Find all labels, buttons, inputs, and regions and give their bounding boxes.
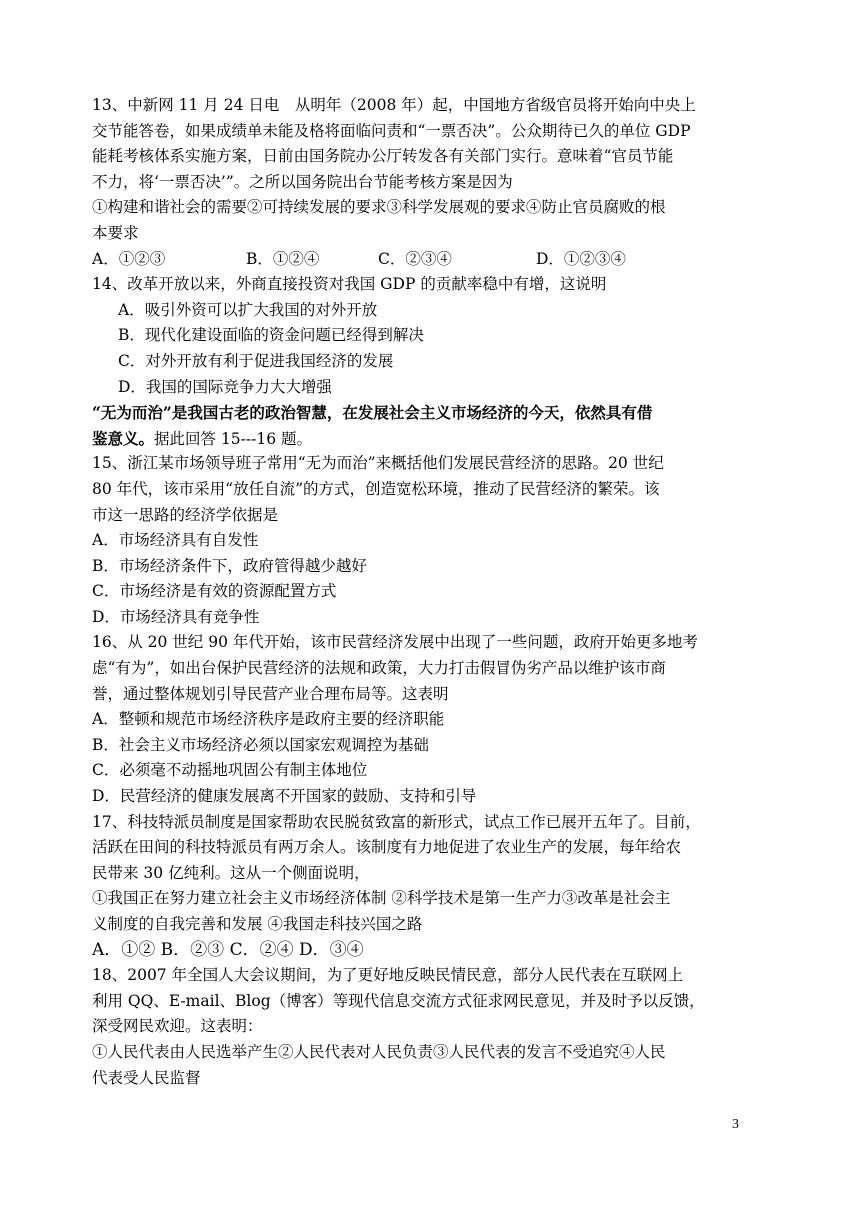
q13-choice-d: D．①②③④ bbox=[536, 249, 626, 268]
q18-line: 深受网民欢迎。这表明： bbox=[92, 1017, 263, 1036]
q13-line: 本要求 bbox=[92, 223, 139, 242]
q16-line: 16、从 20 世纪 90 年代开始，该市民营经济发展中出现了一些问题，政府开始更多地考 bbox=[92, 633, 698, 652]
intro-15-16 bbox=[92, 400, 772, 451]
intro-bold-line: “无为而治”是我国古老的政治智慧，在发展社会主义市场经济的今天，依然具有借 bbox=[92, 403, 653, 423]
q17-choices: A．①② B．②③ C．②④ D．③④ bbox=[92, 939, 364, 960]
q17-line: 17、科技特派员制度是国家帮助农民脱贫致富的新形式，试点工作已展开五年了。目前， bbox=[92, 812, 701, 831]
intro-bold-tail: 鉴意义。 bbox=[92, 428, 155, 448]
q13-line: 13、中新网 11 月 24 日电 从明年（2008 年）起，中国地方省级官员将开始向中央上 bbox=[92, 96, 696, 114]
q15-option-d: D．市场经济具有竞争性 bbox=[92, 607, 260, 626]
question-18 bbox=[92, 963, 772, 1091]
q17-line: 义制度的自我完善和发展 ④我国走科技兴国之路 bbox=[92, 915, 423, 933]
q14-stem: 14、改革开放以来，外商直接投资对我国 GDP 的贡献率稳中有增，这说明 bbox=[92, 275, 607, 294]
q13-line: 能耗考核体系实施方案，日前由国务院办公厅转发各有关部门实行。意味着“官员节能 bbox=[92, 147, 674, 166]
page-number: 3 bbox=[732, 1117, 739, 1132]
q16-option-d: D．民营经济的健康发展离不开国家的鼓励、支持和引导 bbox=[92, 787, 477, 806]
q13-choice-c: C．②③④ bbox=[378, 249, 452, 268]
q16-option-a: A．整顿和规范市场经济秩序是政府主要的经济职能 bbox=[92, 710, 445, 729]
q18-line: ①人民代表由人民选举产生②人民代表对人民负责③人民代表的发言不受追究④人民 bbox=[92, 1042, 666, 1061]
q14-option-a: A．吸引外资可以扩大我国的对外开放 bbox=[118, 300, 378, 319]
q16-option-b: B．社会主义市场经济必须以国家宏观调控为基础 bbox=[92, 735, 429, 754]
q15-option-c: C．市场经济是有效的资源配置方式 bbox=[92, 582, 337, 601]
q15-option-a: A．市场经济具有自发性 bbox=[92, 531, 259, 550]
q18-line: 18、2007 年全国人大会议期间，为了更好地反映民情民意，部分人民代表在互联网上 bbox=[92, 966, 684, 985]
q16-line: 誉，通过整体规划引导民营产业合理布局等。这表明 bbox=[92, 684, 449, 703]
q18-line: 利用 QQ、E-mail、Blog（博客）等现代信息交流方式征求网民意见，并及时予以反馈， bbox=[92, 991, 705, 1010]
intro-instruction: 据此回答 15---16 题。 bbox=[154, 429, 313, 448]
q14-option-b: B．现代化建设面临的资金问题已经得到解决 bbox=[118, 326, 424, 345]
intro-second-line bbox=[92, 426, 772, 452]
q15-option-b: B．市场经济条件下，政府管得越少越好 bbox=[92, 556, 367, 575]
question-13 bbox=[92, 93, 772, 272]
q14-option-c: C．对外开放有利于促进我国经济的发展 bbox=[118, 351, 394, 370]
q13-choice-b: B．①②④ bbox=[246, 249, 320, 268]
q17-line: 民带来 30 亿纯利。这从一个侧面说明， bbox=[92, 863, 370, 882]
q14-option-d: D．我国的国际竞争力大大增强 bbox=[118, 377, 332, 396]
q13-line: 交节能答卷，如果成绩单未能及格将面临问责和“一票否决”。公众期待已久的单位 GDP bbox=[92, 121, 691, 140]
q13-line: ①构建和谐社会的需要②可持续发展的要求③科学发展观的要求④防止官员腐败的根 bbox=[92, 198, 666, 217]
q15-line: 80 年代，该市采用“放任自流”的方式，创造宽松环境，推动了民营经济的繁荣。该 bbox=[92, 479, 660, 498]
q18-line: 代表受人民监督 bbox=[92, 1068, 201, 1087]
q15-line: 15、浙江某市场领导班子常用“无为而治”来概括他们发展民营经济的思路。20 世纪 bbox=[92, 454, 664, 473]
question-17 bbox=[92, 810, 772, 964]
q17-line: 活跃在田间的科技特派员有两万余人。该制度有力地促进了农业生产的发展，每年给农 bbox=[92, 838, 682, 857]
q15-line: 市这一思路的经济学依据是 bbox=[92, 505, 279, 524]
q13-choices bbox=[92, 247, 772, 273]
q17-line: ①我国正在努力建立社会主义市场经济体制 ②科学技术是第一生产力③改革是社会主 bbox=[92, 889, 671, 908]
q13-choice-a: A．①②③ bbox=[92, 249, 166, 268]
q16-option-c: C．必须毫不动摇地巩固公有制主体地位 bbox=[92, 761, 368, 780]
q13-line: 不力，将‘一票否决’”。之所以国务院出台节能考核方案是因为 bbox=[92, 172, 513, 191]
question-16 bbox=[92, 630, 772, 809]
page-content bbox=[92, 93, 772, 1091]
q16-line: 虑“有为”，如出台保护民营经济的法规和政策，大力打击假冒伪劣产品以维护该市商 bbox=[92, 659, 666, 678]
question-15 bbox=[92, 451, 772, 630]
question-14 bbox=[92, 272, 772, 400]
